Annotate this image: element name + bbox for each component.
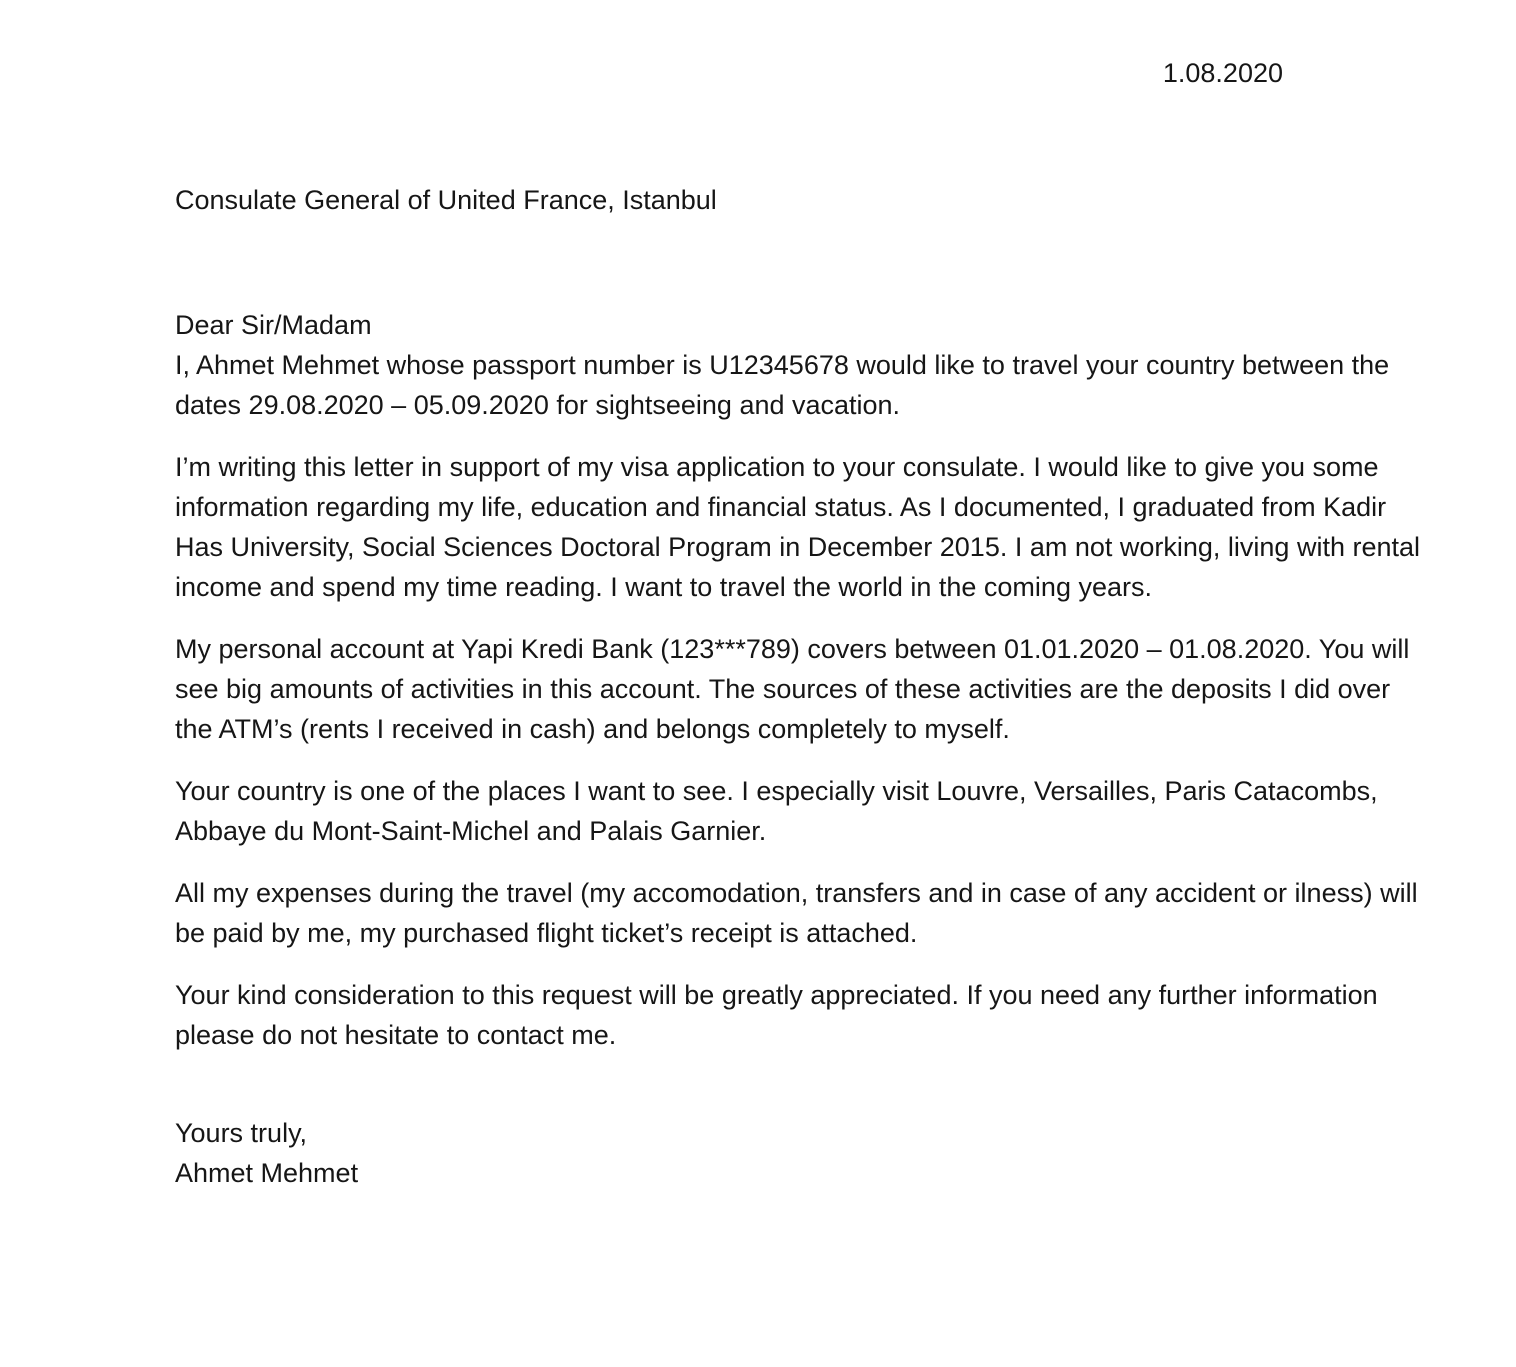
letter-content (175, 0, 1426, 1193)
paragraph-expenses: All my expenses during the travel (my accomodation, transfers and in case of any accident or ilness) will be paid by me, my purchased flight ticket’s receipt is attached. (175, 878, 1418, 948)
letter-date: 1.08.2020 (1162, 58, 1283, 88)
paragraph-travel-intent: I, Ahmet Mehmet whose passport number is U12345678 would like to travel your country between the dates 29.08.2020 – 05.09.2020 for sightseeing and vacation. (175, 350, 1390, 420)
paragraph-consideration: Your kind consideration to this request will be greatly appreciated. If you need any further information please do not hesitate to contact me. (175, 980, 1378, 1050)
paragraph-bank-account: My personal account at Yapi Kredi Bank (123***789) covers between 01.01.2020 – 01.08.2020. You will see big amounts of activities in this account. The sources of these activities are the deposits I did over the ATM’s (rents I received in cash) and belongs completely to myself. (175, 634, 1410, 744)
closing-phrase: Yours truly, (175, 1118, 308, 1148)
paragraph-places-to-visit: Your country is one of the places I want to see. I especially visit Louvre, Versailles, Paris Catacombs, Abbaye du Mont-Saint-Michel and Palais Garnier. (175, 776, 1378, 846)
salutation: Dear Sir/Madam (175, 310, 372, 340)
closing-block (175, 1113, 1426, 1193)
paragraph-background-info: I’m writing this letter in support of my visa application to your consulate. I would like to give you some information regarding my life, education and financial status. As I documented, I graduated from Kadir Has University, Social Sciences Doctoral Program in December 2015. I am not working, living with rental income and spend my time reading. I want to travel the world in the coming years. (175, 452, 1421, 602)
recipient-address: Consulate General of United France, Istanbul (175, 185, 717, 215)
signature-name: Ahmet Mehmet (175, 1158, 359, 1188)
